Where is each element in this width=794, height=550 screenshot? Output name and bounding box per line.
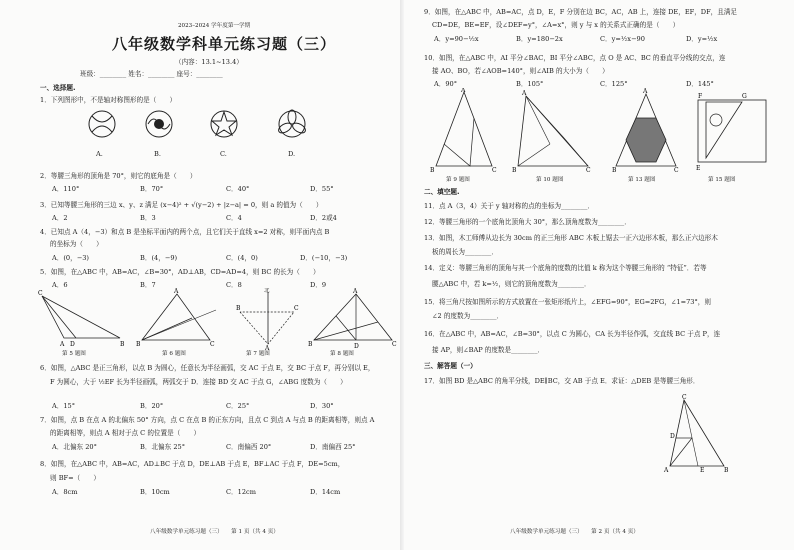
q1-text: 1．下列图形中，不是轴对称图形的是（ ） [40,96,177,104]
q15-text-line2: ∠2 的度数为________． [432,312,504,320]
q9-option-d: D．y=½x [686,35,718,43]
svg-text:C: C [210,341,215,348]
q5-option-d: D．9 [310,281,327,289]
svg-text:B: B [308,341,313,348]
svg-text:D: D [354,343,359,350]
svg-text:C: C [392,341,397,348]
right-page [404,0,794,550]
q1-figures [84,104,364,152]
left-footer: 八年级数学单元练习题（三） 第 1 页（共 4 页） [150,529,279,535]
q7-text-line1: 7．如图，点 B 在点 A 的北偏东 50° 方向，点 C 在点 B 的正东方向，且点 C 到点 A 与点 B 的距离相等，则点 A [40,416,375,424]
svg-text:D: D [70,341,75,348]
q12-text: 12．等腰三角形的一个底角比顶角大 30°，那么顶角度数为________． [424,218,631,226]
year-header: 2023–2024 学年度第一学期 [178,23,251,29]
q8-option-a: A．8cm [52,488,78,496]
q17-figure [662,392,732,474]
q6-option-d: D．30° [310,402,334,410]
q3-option-d: D．2或4 [310,214,337,222]
q8-option-c: C．12cm [226,488,256,496]
fig9-caption: 第 9 题图 [446,177,470,183]
q8-text-line2: 则 BF=（ ） [50,474,101,482]
q15-figure [692,88,772,174]
svg-text:G: G [742,93,747,100]
q1-figure-c [211,111,237,137]
q1-option-b: B. [154,150,161,158]
fig5-caption: 第 5 题图 [62,351,86,357]
svg-text:C: C [294,305,299,312]
q10-option-b: B．105° [516,80,544,88]
q7-text-line2: 的距离相等，则点 A 相对于点 C 的位置是（ ） [50,429,201,437]
q4-option-d: D．(−10，−3) [300,254,348,262]
q3-option-a: A．2 [52,214,68,222]
q7-option-b: B．北偏东 25° [140,443,186,451]
q13-figure [612,88,682,174]
q10-option-c: C．125° [600,80,628,88]
svg-text:D: D [670,433,675,440]
q2-option-b: B．70° [140,185,164,193]
q8-figure [308,288,398,350]
q8-option-d: D．14cm [310,488,341,496]
svg-text:C: C [674,167,679,174]
q1-option-a: A. [96,150,103,158]
q9-option-b: B．y=180−2x [516,35,563,43]
section-fill-heading: 二、填空题. [424,188,460,196]
q5-option-b: B．7 [140,281,156,289]
q13-text-line2: 板的周长为________． [432,248,498,256]
fig10-caption: 第 10 题图 [536,177,564,183]
q2-option-d: D．55° [310,185,334,193]
svg-text:B: B [724,467,729,474]
q8-text-line1: 8．如图，在△ABC 中，AB=AC，AD⊥BC 于点 D，DE⊥AB 于点 E，BF⊥AC 于点 F，DE=5cm， [40,460,345,468]
q7-option-c: C．南偏西 20° [226,443,272,451]
q6-figure [132,288,222,350]
q8-option-b: B．10cm [140,488,170,496]
section-choice-heading: 一、选择题. [40,84,76,92]
q10-text-line2: 接 AO、BO，若∠AOB=140°，则∠AIB 的大小为（ ） [432,67,609,75]
scope-line: （内容：13.1~13.4） [175,58,243,66]
q1-figure-b [146,111,172,137]
q7-figure [232,288,302,350]
svg-text:A: A [60,341,65,348]
q16-text-line1: 16．在△ABC 中，AB=AC，∠B=30°，以点 C 为圆心，CA 长为半径作弧，交直线 BC 于点 P，连 [424,330,721,338]
q9-option-a: A．y=90−½x [434,35,479,43]
fig15-caption: 第 15 题图 [708,177,736,183]
section-answer-heading: 三、解答题（一） [424,362,477,370]
q5-option-a: A．6 [52,281,68,289]
student-info-line: 班级：________ 姓名：________ 座号：________ [80,70,223,78]
svg-text:F: F [698,93,703,100]
svg-text:C: C [492,167,497,174]
q6-option-b: B．20° [140,402,164,410]
fig13-caption: 第 13 题图 [628,177,656,183]
q4-option-a: A．(0，−3) [52,254,90,262]
q10-text-line1: 10．如图，在△ABC 中，AI 平分∠BAC，BI 平分∠ABC，点 O 是 AC、BC 的垂直平分线的交点，连 [424,54,726,62]
svg-text:B: B [612,167,617,174]
q5-option-c: C．8 [226,281,242,289]
svg-text:A: A [664,467,669,474]
q3-text: 3．已知等腰三角形的三边 x、y、z 满足 (x−4)² + √(y−2) + |z−a| = 0，则 a 的值为（ ） [40,201,323,209]
q6-option-c: C．25° [226,402,250,410]
svg-text:E: E [700,467,705,474]
svg-text:C: C [586,167,591,174]
page-title: 八年级数学科单元练习题（三） [112,35,337,53]
fig7-caption: 第 7 题图 [246,351,270,357]
q1-option-d: D. [288,150,296,158]
q9-figure [430,88,500,174]
q1-figure-d [277,110,307,137]
svg-text:E: E [696,165,701,172]
q2-text: 2．等腰三角形的顶角是 70°，则它的底角是（ ） [40,172,197,180]
svg-text:B: B [512,167,517,174]
q6-text-line2: F 为圆心，大于 ½EF 长为半径画弧，两弧交于 D．连接 BD 交 AC 于点 G，∠ABG 度数为（ ） [50,378,347,386]
q9-option-c: C．y=½x−90 [600,35,645,43]
q3-option-c: C．4 [226,214,242,222]
q4-text-line1: 4．已知点 A（4，−3）和点 B 是坐标平面内的两个点，且它们关于直线 x=2 对称，则平面内点 B [40,228,330,236]
q3-option-b: B．3 [140,214,156,222]
svg-text:B: B [236,305,241,312]
svg-text:A: A [461,88,466,94]
q16-text-line2: 接 AP，则∠BAP 的度数是________． [432,346,545,354]
q7-option-a: A．北偏东 20° [52,443,97,451]
q10-option-d: D．145° [686,80,714,88]
q6-option-a: A．15° [52,402,76,410]
fig7-north-label: 北 [264,288,270,294]
q1-option-c: C. [220,150,227,158]
right-footer: 八年级数学单元练习题（三） 第 2 页（共 4 页） [510,529,639,535]
svg-text:A: A [643,88,648,95]
q6-text-line1: 6．如图，△ABC 是正三角形，以点 B 为圆心，任意长为半径画弧，交 AC 于点 E，交 BC 于点 F，再分别以 E， [40,364,375,372]
svg-text:B: B [120,341,125,348]
svg-text:A: A [353,288,358,295]
q7-option-d: D．南偏西 25° [310,443,356,451]
q17-text: 17．如图 BD 是△ABC 的角平分线，DE∥BC，交 AB 于点 E．求证：△DEB 是等腰三角形． [424,377,700,385]
q14-text-line1: 14．定义：等腰三角形的顶角与其一个底角的度数的比值 k 称为这个等腰三角形的 “特征”．若等 [424,264,707,272]
svg-text:B: B [430,167,435,174]
svg-text:A: A [174,288,179,295]
q13-text-line1: 13．如图，木工师傅从边长为 30cm 的正三角形 ABC 木板上锯去一正六边形木板，那么正六边形木 [424,234,718,242]
svg-text:A: A [522,90,527,97]
q4-option-b: B．(4，−9) [140,254,178,262]
q10-figure [512,88,592,174]
svg-text:C: C [682,394,687,401]
q2-option-a: A．110° [52,185,80,193]
q5-figure [36,288,126,350]
q4-text-line2: 的坐标为（ ） [50,240,103,248]
q4-option-c: C．(4，0) [226,254,258,262]
fig6-caption: 第 6 题图 [162,351,186,357]
fig8-caption: 第 8 题图 [330,351,354,357]
svg-text:B: B [136,341,141,348]
svg-text:C: C [38,290,43,297]
q9-text-line1: 9．如图，在△ABC 中，AB=AC，点 D，E，F 分别在边 BC，AC，AB 上，连接 DE，EF，DF，且满足 [424,8,738,16]
svg-text:A: A [265,345,270,350]
q10-option-a: A．90° [434,80,458,88]
q2-option-c: C．40° [226,185,250,193]
q1-figure-a [89,111,115,137]
q11-text: 11．点 A（3，4）关于 y 轴对称的点的坐标为________． [424,202,595,210]
q5-text: 5．如图，在△ABC 中，AB=AC，∠B=30°，AD⊥AB，CD=AD=4，则 BC 的长为（ ） [40,268,320,276]
q15-text-line1: 15．将三角尺按如图所示的方式放置在一张矩形纸片上，∠EFG=90°，EG=2FG，∠1=73°，则 [424,298,711,306]
q14-text-line2: 腰△ABC 中，若 k=½，则它的顶角度数为________． [432,280,591,288]
q9-text-line2: CD=DE，BE=EF，设∠DEF=y°，∠A=x°，则 y 与 x 的关系式正确的是（ ） [432,21,680,29]
